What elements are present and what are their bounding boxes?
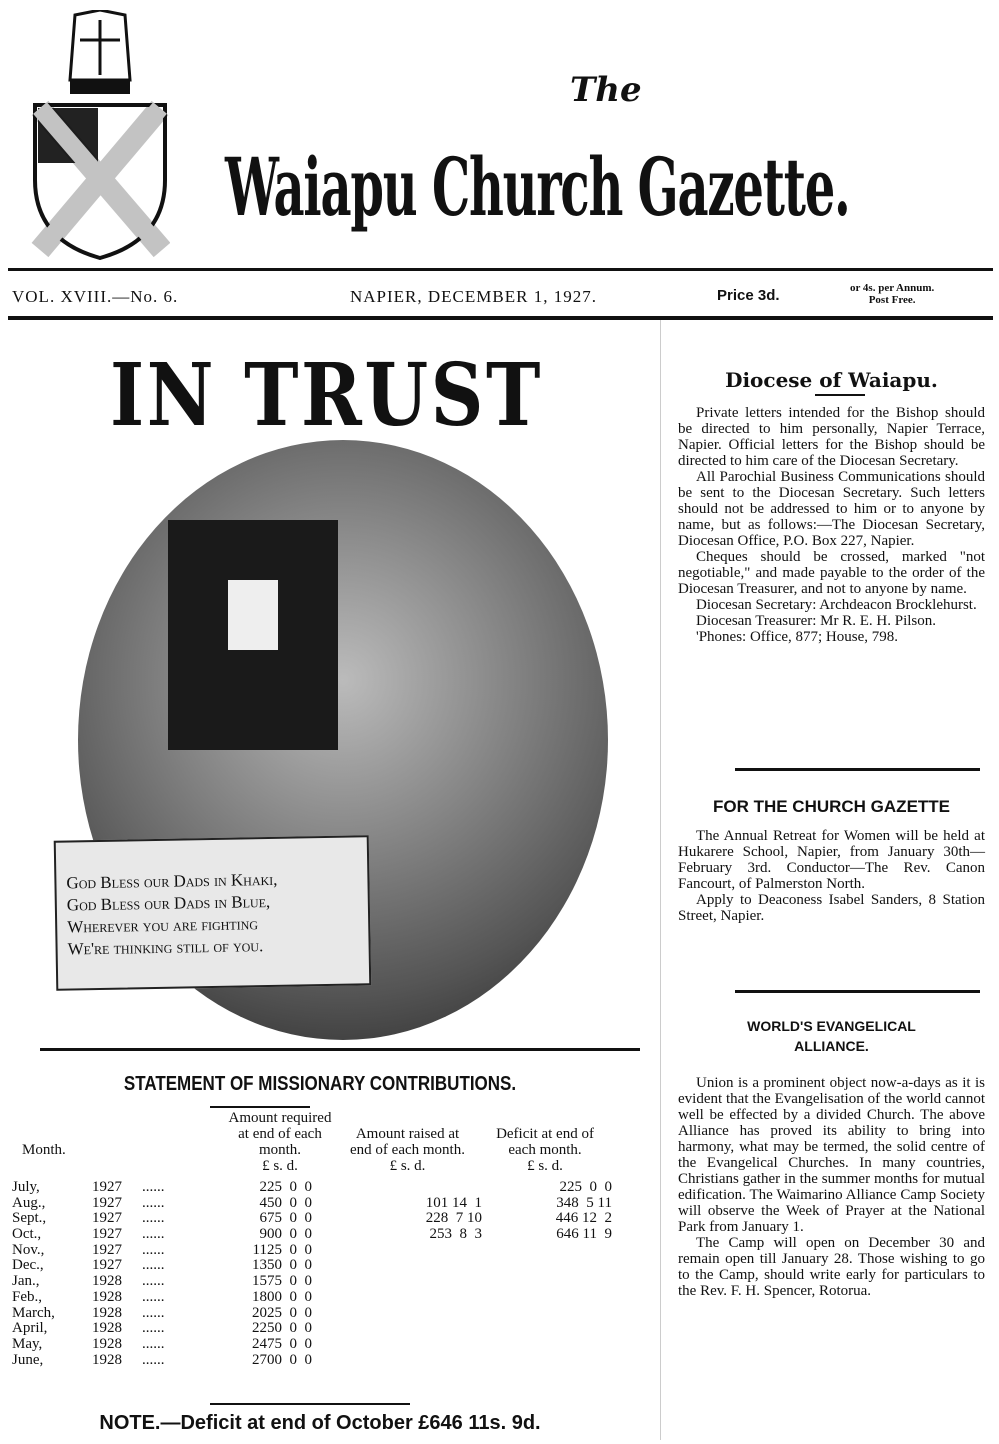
cell-raised: 101 14 1	[425, 1194, 482, 1211]
cell-month: Aug.,	[12, 1194, 46, 1211]
diocese-crest-logo	[30, 10, 170, 260]
alliance-notice	[678, 1075, 985, 1299]
cell-leader: ......	[142, 1194, 165, 1211]
issue-date: NAPIER, DECEMBER 1, 1927.	[350, 287, 597, 306]
banner-line: God Bless our Dads in Blue,	[66, 891, 271, 915]
table-row	[12, 1353, 612, 1369]
header-month: Month.	[22, 1142, 66, 1158]
cell-year: 1928	[92, 1273, 122, 1290]
cell-year: 1927	[92, 1194, 122, 1211]
gazette-notice	[678, 828, 985, 924]
cell-month: March,	[12, 1304, 55, 1321]
cell-leader: ......	[142, 1210, 165, 1227]
paragraph: Union is a prominent object now-a-days as it is evident that the Evangelisation of the world cannot well be effected by a divided Church. The above Alliance has proved its ability to bring into harmony, what may be termed, the solid centre of the Evangelical Churches. In many countries, Christians gather in the summer months for mutual edification. The Waimarino Alliance Camp Society will observe the Week of Prayer at the National Park from January 1.	[678, 1075, 985, 1235]
cell-leader: ......	[142, 1226, 165, 1243]
paragraph: All Parochial Business Communications should be sent to the Diocesan Secretary. Such letters should not be addressed to him or to anyone by name, but as follows:—The Diocesan Secretary, Diocesan Office, P.O. Box 227, Napier.	[678, 469, 985, 549]
cell-leader: ......	[142, 1179, 165, 1195]
cell-required: 2025 0 0	[252, 1304, 312, 1321]
cell-required: 1350 0 0	[252, 1257, 312, 1274]
statement-title: STATEMENT OF MISSIONARY CONTRIBUTIONS.	[123, 1073, 517, 1095]
cell-required: 1575 0 0	[252, 1273, 312, 1290]
cell-year: 1927	[92, 1257, 122, 1274]
paragraph: Private letters intended for the Bishop should be directed to him personally, Napier Terrace, Napier. Official letters for the Bishop should be directed to him care of the Diocesan Secretary.	[678, 405, 985, 469]
table-row	[12, 1274, 612, 1290]
volume-number: VOL. XVIII.—No. 6.	[12, 287, 179, 306]
units: £ s. d.	[389, 1158, 426, 1174]
sheet-music	[228, 580, 278, 650]
table-row	[12, 1196, 612, 1212]
table-row	[12, 1258, 612, 1274]
cell-deficit: 348 5 11	[556, 1194, 612, 1211]
masthead-title: Waiapu Church Gazette.	[225, 140, 850, 234]
paragraph: The Camp will open on December 30 and remain open till January 28. Those wishing to go to the Camp, should write early for particulars to the Rev. F. H. Spencer, Rotorua.	[678, 1235, 985, 1299]
header-deficit-text: Deficit at end of each month.	[496, 1126, 594, 1158]
banner-line: We're thinking still of you.	[67, 936, 264, 959]
heading-rule	[815, 394, 865, 396]
diocese-heading: Diocese of Waiapu.	[725, 368, 938, 392]
cell-required: 2700 0 0	[252, 1351, 312, 1368]
cell-leader: ......	[142, 1351, 165, 1368]
cell-leader: ......	[142, 1273, 165, 1290]
cell-required: 450 0 0	[259, 1194, 312, 1211]
gazette-heading: FOR THE CHURCH GAZETTE	[712, 797, 951, 816]
cell-month: Oct.,	[12, 1226, 42, 1243]
cell-required: 2475 0 0	[252, 1335, 312, 1352]
cell-raised: 253 8 3	[429, 1226, 482, 1243]
paragraph: Cheques should be crossed, marked "not negotiable," and made payable to the order of the Diocesan Treasurer, and not to anyone by name.	[678, 549, 985, 597]
cell-required: 2250 0 0	[252, 1320, 312, 1337]
cell-required: 225 0 0	[259, 1179, 312, 1195]
table-row	[12, 1243, 612, 1259]
banner-line: Wherever you are fighting	[67, 914, 259, 937]
alliance-heading-1: WORLD'S EVANGELICAL	[747, 1018, 916, 1034]
section-rule	[40, 1048, 640, 1051]
paragraph: 'Phones: Office, 877; House, 798.	[696, 629, 898, 645]
cell-month: Jan.,	[12, 1273, 40, 1290]
deficit-note: NOTE.—Deficit at end of October £646 11s. 9d.	[99, 1412, 541, 1434]
table-rule	[210, 1403, 410, 1405]
cell-month: May,	[12, 1335, 43, 1352]
header-required-text: Amount required at end of each month.	[228, 1110, 332, 1158]
table-row	[12, 1337, 612, 1353]
table-row	[12, 1290, 612, 1306]
illustration-title: IN TRUST	[110, 345, 543, 446]
banner-line: God Bless our Dads in Khaki,	[66, 869, 278, 893]
table-row	[12, 1306, 612, 1322]
cell-leader: ......	[142, 1288, 165, 1305]
annum-line: or 4s. per Annum.	[850, 282, 935, 294]
cell-year: 1927	[92, 1226, 122, 1243]
cell-leader: ......	[142, 1304, 165, 1321]
paragraph: Apply to Deaconess Isabel Sanders, 8 Station Street, Napier.	[678, 892, 985, 924]
header-deficit	[490, 1090, 600, 1174]
cell-year: 1928	[92, 1288, 122, 1305]
cell-year: 1927	[92, 1210, 122, 1227]
cell-deficit: 225 0 0	[559, 1179, 612, 1195]
post-free-line: Post Free.	[868, 294, 916, 306]
cell-deficit: 646 11 9	[556, 1226, 612, 1243]
table-row	[12, 1321, 612, 1337]
section-rule	[735, 990, 980, 993]
cell-month: Nov.,	[12, 1241, 45, 1258]
subscription	[850, 282, 934, 306]
cell-leader: ......	[142, 1320, 165, 1337]
alliance-heading-2: ALLIANCE.	[794, 1038, 869, 1054]
table-row	[12, 1180, 612, 1196]
cell-month: Dec.,	[12, 1257, 44, 1274]
cell-month: Feb.,	[12, 1288, 42, 1305]
units: £ s. d.	[527, 1158, 563, 1174]
cell-leader: ......	[142, 1257, 165, 1274]
cell-year: 1928	[92, 1351, 122, 1368]
masthead-rule	[8, 268, 993, 271]
cell-year: 1927	[92, 1179, 122, 1195]
cell-year: 1928	[92, 1304, 122, 1321]
cell-year: 1928	[92, 1320, 122, 1337]
header-required	[225, 1090, 335, 1174]
dateline-rule	[8, 316, 993, 320]
cell-required: 1800 0 0	[252, 1288, 312, 1305]
units: £ s. d.	[262, 1158, 298, 1174]
cell-leader: ......	[142, 1241, 165, 1258]
cell-leader: ......	[142, 1335, 165, 1352]
cell-required: 1125 0 0	[252, 1241, 312, 1258]
paragraph: Diocesan Treasurer: Mr R. E. H. Pilson.	[696, 613, 936, 629]
cell-month: July,	[12, 1179, 40, 1195]
table-row	[12, 1227, 612, 1243]
header-raised-text: Amount raised at end of each month.	[350, 1126, 465, 1158]
cell-required: 675 0 0	[259, 1210, 312, 1227]
header-raised	[350, 1090, 465, 1174]
cell-month: June,	[12, 1351, 44, 1368]
diocese-notice	[678, 405, 985, 645]
paragraph: Diocesan Secretary: Archdeacon Brocklehurst.	[696, 597, 977, 613]
price: Price 3d.	[717, 287, 780, 304]
cell-raised: 228 7 10	[425, 1210, 482, 1227]
cell-year: 1927	[92, 1241, 122, 1258]
illustration-banner	[54, 835, 372, 990]
cell-month: April,	[12, 1320, 48, 1337]
cell-month: Sept.,	[12, 1210, 47, 1227]
section-rule	[735, 768, 980, 771]
alliance-heading	[678, 1016, 985, 1056]
table-row	[12, 1211, 612, 1227]
masthead-the: The	[570, 70, 642, 110]
column-divider	[660, 320, 661, 1440]
statement-table	[12, 1180, 612, 1368]
cell-year: 1928	[92, 1335, 122, 1352]
paragraph: The Annual Retreat for Women will be held at Hukarere School, Napier, from January 30th—February 3rd. Conductor—The Rev. Canon Fancourt, of Palmerston North.	[678, 828, 985, 892]
cell-required: 900 0 0	[259, 1226, 312, 1243]
cell-deficit: 446 12 2	[555, 1210, 612, 1227]
